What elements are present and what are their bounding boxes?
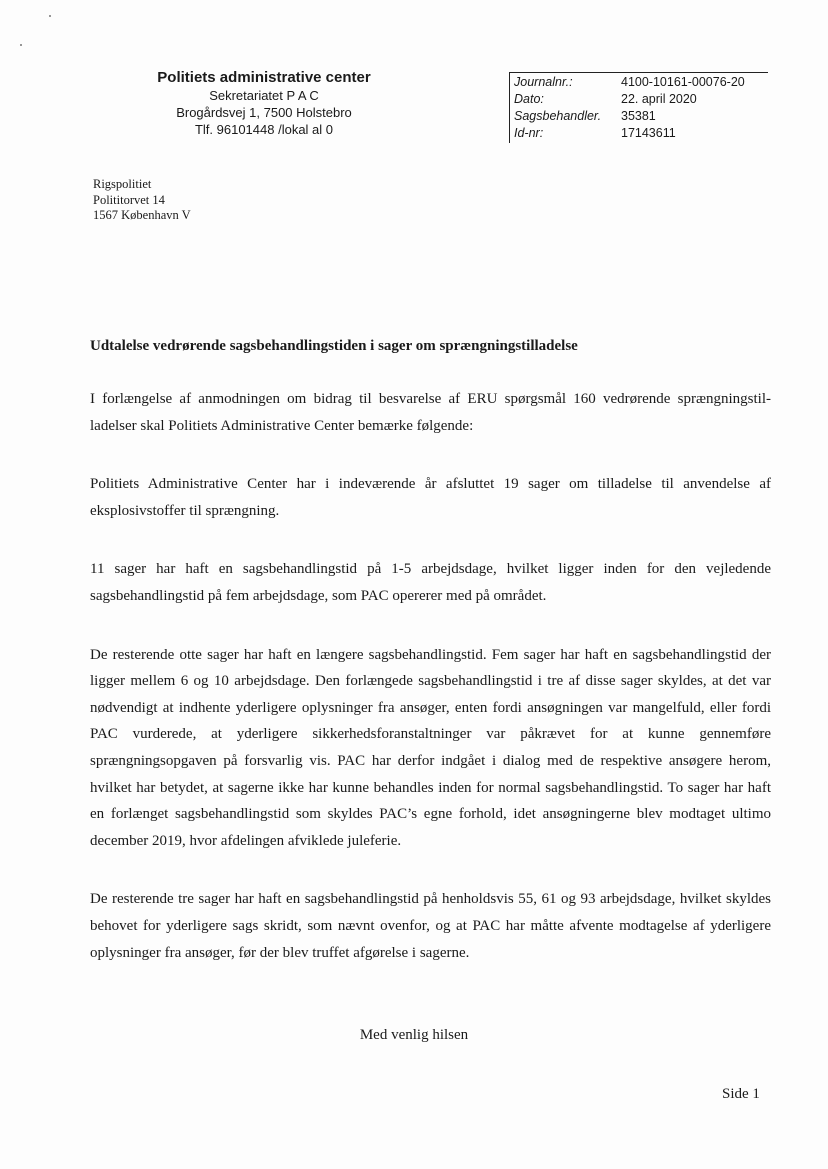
page-number: Side 1 <box>722 1086 760 1102</box>
id-value: 17143611 <box>621 126 676 140</box>
date-value: 22. april 2020 <box>621 92 697 106</box>
handler-label: Sagsbehandler. <box>514 109 602 123</box>
handler-value: 35381 <box>621 109 656 123</box>
scan-speck <box>20 44 22 46</box>
sender-organization: Politiets administrative center <box>157 69 371 86</box>
journal-label: Journalnr.: <box>514 75 573 89</box>
body-paragraph: I forlængelse af anmodningen om bidrag til besvarelse af ERU spørgsmål 160 vedrørende sprængningstil-ladelser skal Politiets Administrative Center bemærke følgende: <box>90 391 771 434</box>
id-label: Id-nr: <box>514 126 544 140</box>
sender-department: Sekretariatet P A C <box>209 88 319 103</box>
sender-block <box>130 68 398 138</box>
reference-box <box>509 72 768 143</box>
subject-heading: Udtalelse vedrørende sagsbehandlingstiden i sager om sprængningstilladelse <box>90 338 578 354</box>
date-label: Dato: <box>514 92 544 106</box>
letter-body <box>90 386 771 998</box>
journal-value: 4100-10161-00076-20 <box>621 75 745 89</box>
sender-address: Brogårdsvej 1, 7500 Holstebro <box>176 105 352 120</box>
body-paragraph: Politiets Administrative Center har i indeværende år afsluttet 19 sager om tilladelse til anvendelse af eksplosivstoffer til sprængning. <box>90 476 771 519</box>
body-paragraph: De resterende tre sager har haft en sagsbehandlingstid på henholdsvis 55, 61 og 93 arbejdsdage, hvilket skyldes behovet for yderligere sags skridt, som nævnt ovenfor, og at PAC har måtte afvente modtagelse af yderligere oplysninger fra ansøger, før der blev truffet afgørelse i sagerne. <box>90 891 771 961</box>
sender-phone: Tlf. 96101448 /lokal al 0 <box>194 122 334 137</box>
closing-salutation: Med venlig hilsen <box>359 1027 469 1043</box>
recipient-city: 1567 København V <box>93 208 191 222</box>
scan-speck <box>49 15 51 17</box>
recipient-name: Rigspolitiet <box>93 177 152 191</box>
body-paragraph: 11 sager har haft en sagsbehandlingstid på 1-5 arbejdsdage, hvilket ligger inden for den vejledende sagsbehandlingstid på fem arbejdsdage, som PAC opererer med på området. <box>90 561 771 604</box>
recipient-address <box>93 177 191 224</box>
recipient-street: Polititorvet 14 <box>93 192 165 207</box>
body-paragraph: De resterende otte sager har haft en længere sagsbehandlingstid. Fem sager har haft en sagsbehandlingstid der ligger mellem 6 og 10 arbejdsdage. Den forlængede sagsbehandlingstid i tre af disse sager skyldes, at det var nødvendigt at indhente yderligere oplysninger fra ansøger, enten fordi ansøgningen var mangelfuld, eller fordi PAC vurderede, at yderligere sikkerhedsforanstaltninger var påkrævet for at kunne gennemføre sprængningsopgaven på forsvarlig vis. PAC har derfor indgået i dialog med de respektive ansøgere herom, hvilket har betydet, at sagerne ikke har kunne behandles inden for normal sagsbehandlingstid. To sager har haft en forlænget sagsbehandlingstid som skyldes PAC’s egne forhold, idet ansøgningerne blev modtaget ultimo december 2019, hvor afdelingen afviklede juleferie. <box>90 646 771 849</box>
